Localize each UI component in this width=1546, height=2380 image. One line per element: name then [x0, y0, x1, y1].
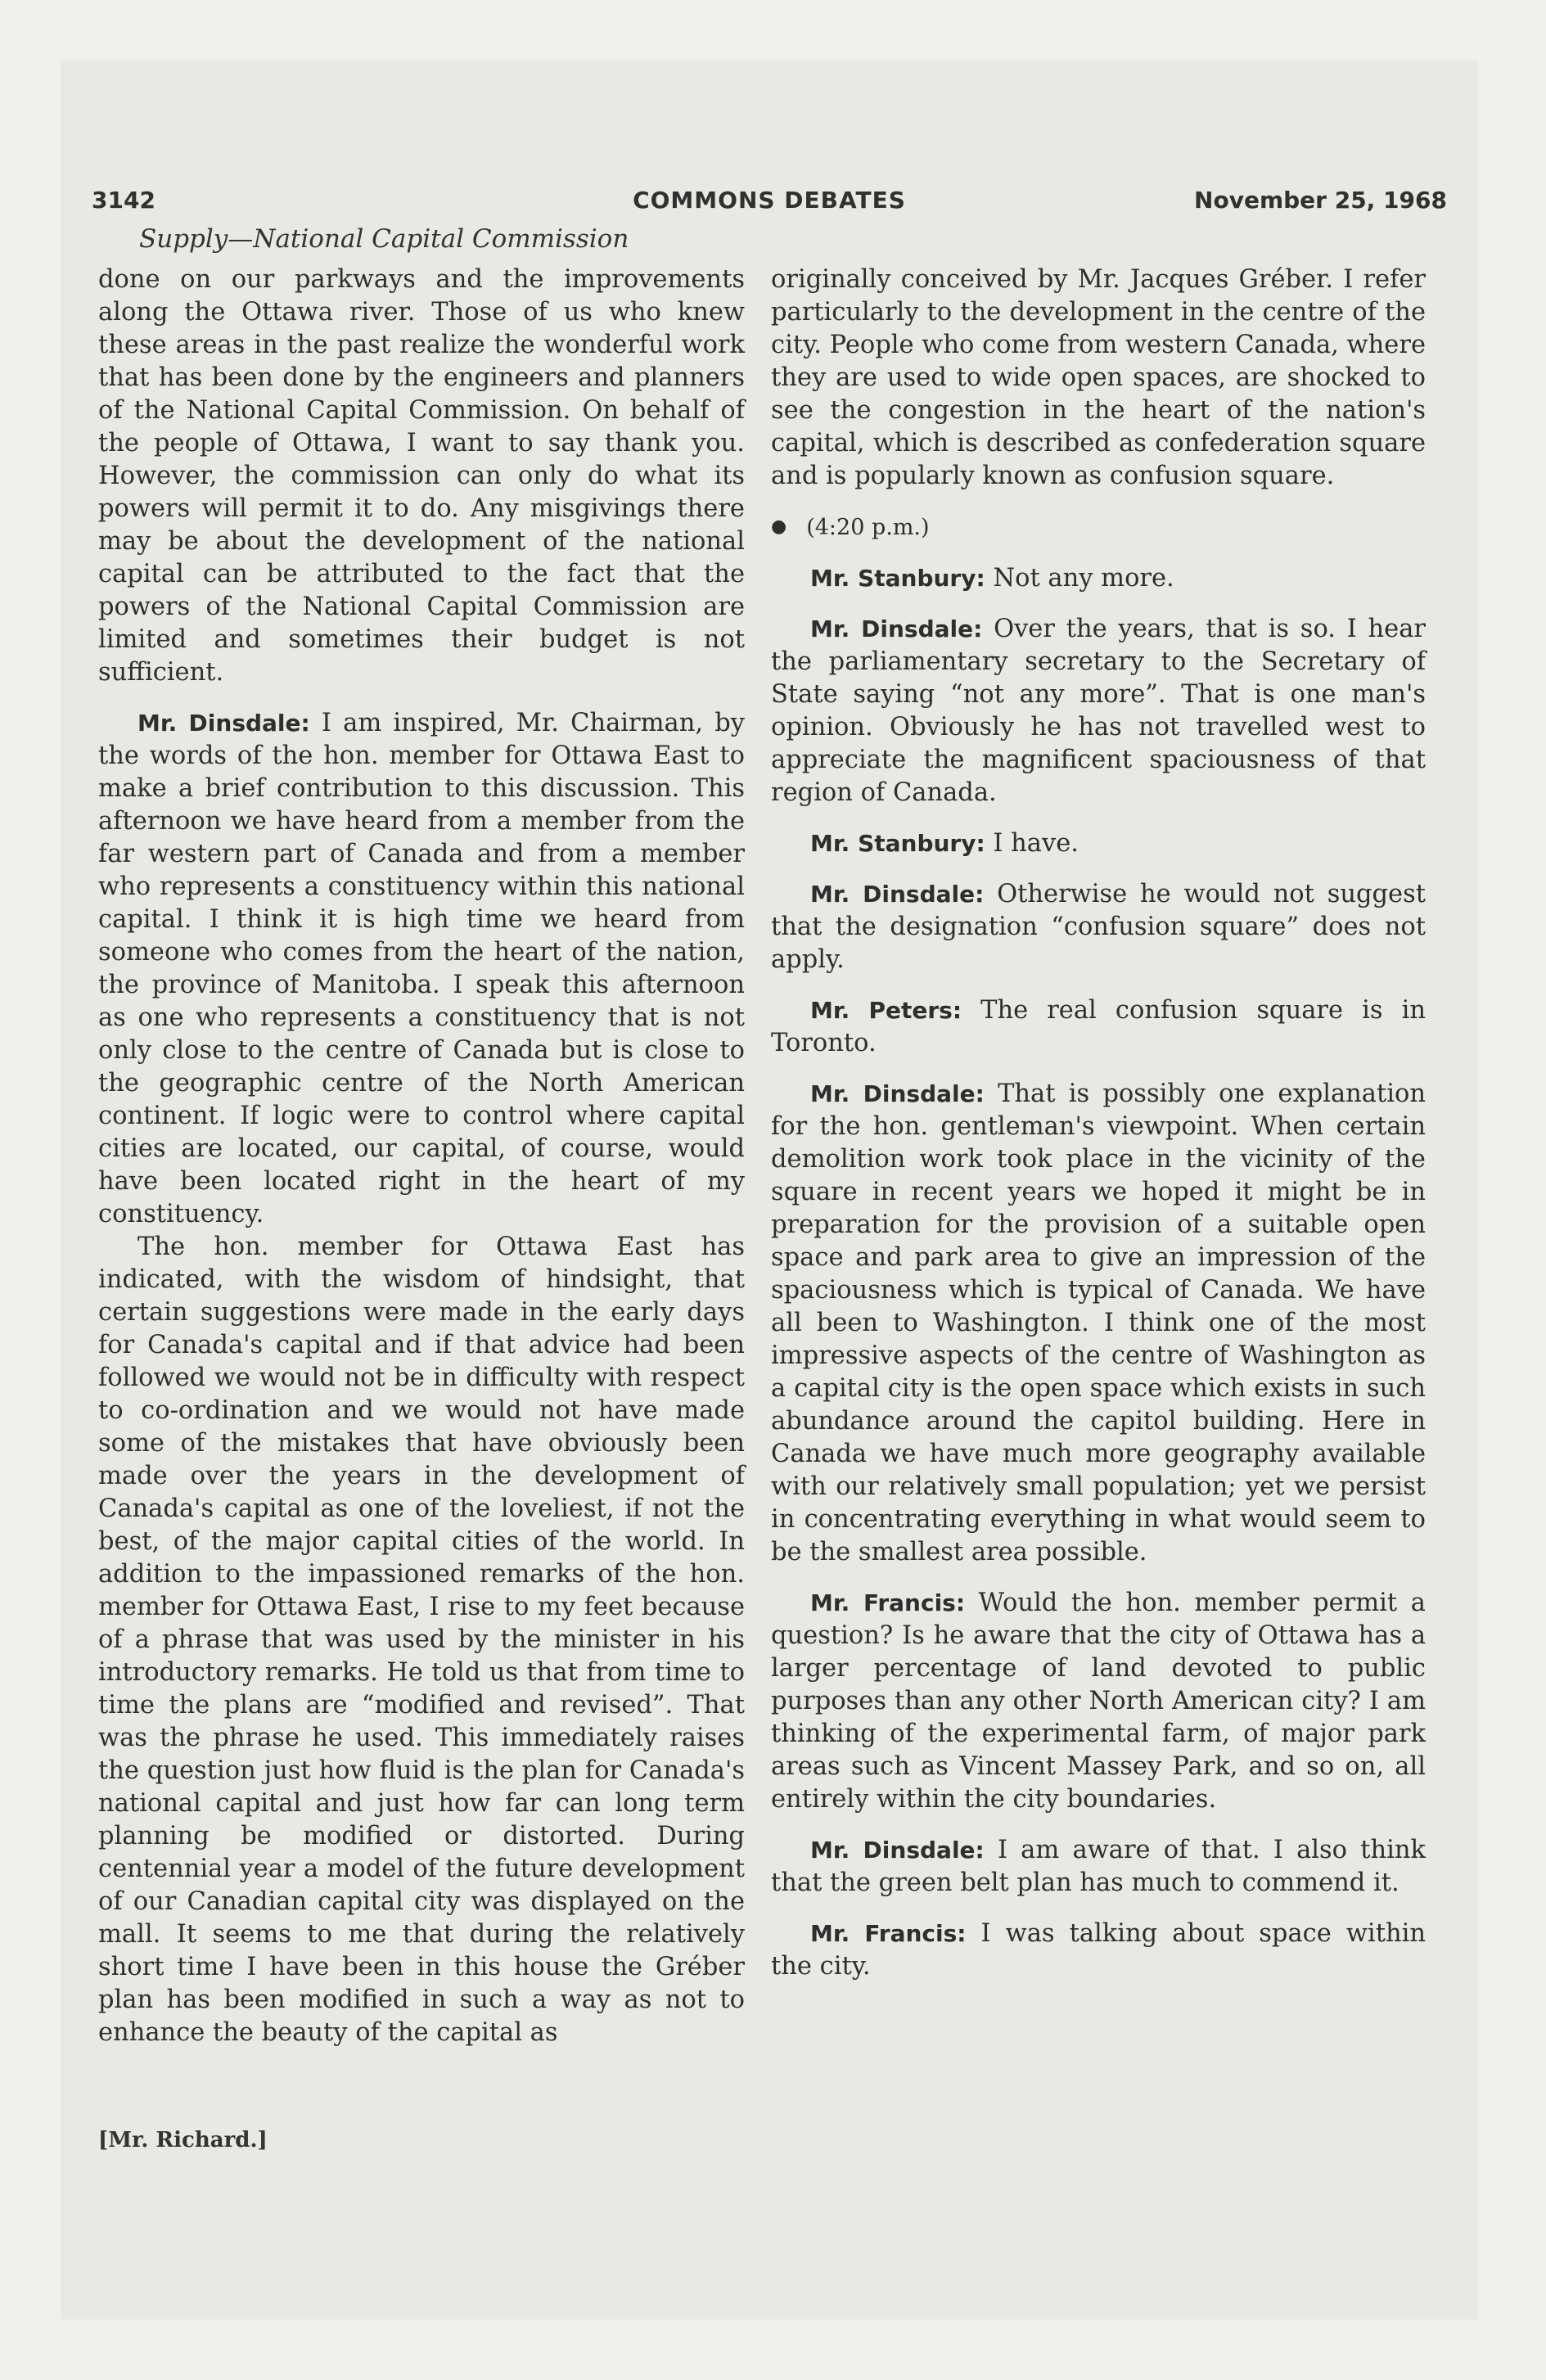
right-column [771, 264, 1426, 1983]
left-column [98, 264, 745, 2049]
time-stamp-line [771, 511, 1426, 544]
page-header [92, 187, 1447, 224]
speech-text: I am aware of that. I also think that the green belt plan has much to commend it. [771, 1836, 1427, 1897]
speech-paragraph [771, 827, 1426, 860]
footer-speaker-note: [Mr. Richard.] [98, 2128, 268, 2152]
speaker-name: Mr. Francis: [810, 1920, 967, 1947]
section-subheading: Supply—National Capital Commission [139, 224, 629, 254]
paragraph: The hon. member for Ottawa East has indicated, with the wisdom of hindsight, that certain suggestions were made in the early days for Canada's capital and if that advice had been followed we would not be in difficulty with respect to co-ordination and we would not have made some of the mistakes that have obviously been made over the years in the development of Canada's capital as one of the loveliest, if not the best, of the major capital cities of the world. In addition to the impassioned remarks of the hon. member for Ottawa East, I rise to my feet because of a phrase that was used by the minister in his introductory remarks. He told us that from time to time the plans are “modified and revised”. That was the phrase he used. This immediately raises the question just how fluid is the plan for Canada's national capital and just how far can long term planning be modified or distorted. During centennial year a model of the future development of our Canadian capital city was displayed on the mall. It seems to me that during the relatively short time I have been in this house the Gréber plan has been modified in such a way as not to enhance the beauty of the capital as [98, 1233, 745, 2047]
publication-title: COMMONS DEBATES [633, 187, 906, 214]
page-number: 3142 [92, 187, 156, 214]
speaker-name: Mr. Dinsdale: [137, 710, 310, 737]
speech-paragraph [98, 707, 745, 1231]
publication-date: November 25, 1968 [1194, 187, 1447, 214]
speaker-name: Mr. Dinsdale: [810, 1080, 985, 1107]
speaker-name: Mr. Stanbury: [810, 565, 985, 592]
speaker-name: Mr. Dinsdale: [810, 615, 983, 642]
speech-paragraph [771, 613, 1426, 809]
speech-text: That is possibly one explanation for the hon. gentleman's viewpoint. When certain demolition work took place in the vicinity of the square in recent years we hoped it might be in preparation for the provision of a suitable open space and park area to give an impression of the spaciousness which is typical of Canada. We have all been to Washington. I think one of the most impressive aspects of the centre of Washington as a capital city is the open space which exists in such abundance around the capitol building. Here in Canada we have much more geography available with our relatively small population; yet we persist in concentrating everything in what would seem to be the smallest area possible. [771, 1080, 1426, 1566]
speaker-name: Mr. Dinsdale: [810, 881, 985, 908]
speech-text: Would the hon. member permit a question? Is he aware that the city of Ottawa has a larger percentage of land devoted to public purposes than any other North American city? I am thinking of the experimental farm, of major park areas such as Vincent Massey Park, and so on, all entirely within the city boundaries. [771, 1589, 1426, 1814]
speech-text: Not any more. [993, 564, 1174, 593]
speech-text: I was talking about space within the city. [771, 1919, 1426, 1981]
time-stamp: (4:20 p.m.) [806, 515, 930, 540]
bullet-icon: ● [771, 516, 787, 537]
speech-paragraph [771, 878, 1426, 976]
speech-paragraph [771, 562, 1426, 595]
speaker-name: Mr. Peters: [810, 997, 962, 1024]
speech-paragraph [771, 1918, 1426, 1983]
speech-text: The real confusion square is in Toronto. [771, 996, 1427, 1057]
speech-text: I am inspired, Mr. Chairman, by the words of the hon. member for Ottawa East to make a brief contribution to this discussion. This afternoon we have heard from a member from the far western part of Canada and from a member who represents a constituency within this national capital. I think it is high time we heard from someone who comes from the heart of the nation, the province of Manitoba. I speak this afternoon as one who represents a constituency that is not only close to the centre of Canada but is close to the geographic centre of the North American continent. If logic were to control where capital cities are located, our capital, of course, would have been located right in the heart of my constituency. [98, 709, 745, 1228]
speech-text: I have. [993, 829, 1079, 858]
paragraph: originally conceived by Mr. Jacques Gréber. I refer particularly to the development in the centre of the city. People who come from western Canada, where they are used to wide open spaces, are shocked to see the congestion in the heart of the nation's capital, which is described as confederation square and is popularly known as confusion square. [771, 265, 1426, 490]
speech-paragraph [771, 1587, 1426, 1816]
speech-text: Over the years, that is so. I hear the parliamentary secretary to the Secretary of State saying “not any more”. That is one man's opinion. Obviously he has not travelled west to appreciate the magnificent spaciousness of that region of Canada. [771, 615, 1426, 807]
speaker-name: Mr. Francis: [810, 1589, 966, 1616]
speech-paragraph [771, 994, 1426, 1060]
speaker-name: Mr. Dinsdale: [810, 1837, 985, 1864]
speech-text: Otherwise he would not suggest that the designation “confusion square” does not apply. [771, 880, 1427, 974]
speech-paragraph [771, 1834, 1426, 1900]
paragraph: done on our parkways and the improvements along the Ottawa river. Those of us who knew these areas in the past realize the wonderful work that has been done by the engineers and planners of the National Capital Commission. On behalf of the people of Ottawa, I want to say thank you. However, the commission can only do what its powers will permit it to do. Any misgivings there may be about the development of the national capital can be attributed to the fact that the powers of the National Capital Commission are limited and sometimes their budget is not sufficient. [98, 265, 745, 687]
speech-paragraph [771, 1078, 1426, 1569]
speaker-name: Mr. Stanbury: [810, 830, 985, 857]
